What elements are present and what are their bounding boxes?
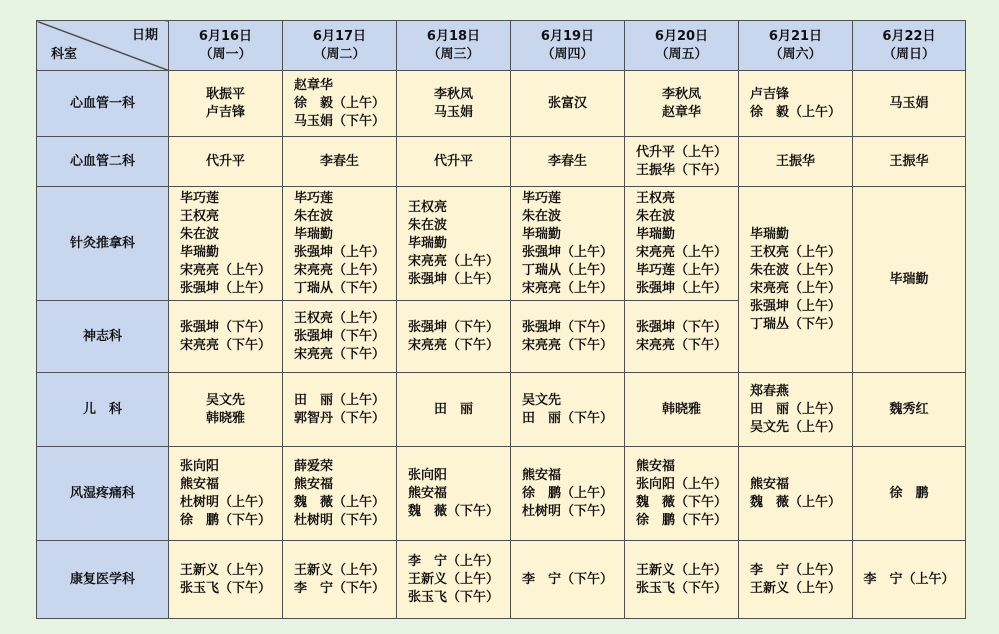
cell-content [662, 401, 701, 419]
cell-content [636, 190, 727, 298]
dept-row-cardio2 [37, 137, 966, 187]
cell-content [776, 153, 815, 171]
name-entry: 徐 鹏（下午） [179, 512, 271, 528]
date-label: 6月19日 [540, 28, 595, 44]
name-entry: 杜树明（下午） [521, 503, 613, 519]
schedule-cell [283, 301, 397, 373]
name-entry: 张强坤（下午） [521, 319, 613, 335]
date-label: 6月18日 [426, 28, 481, 44]
name-entry: 宋亮亮（下午） [635, 337, 727, 353]
schedule-cell [625, 137, 739, 187]
name-entry: 熊安福 [749, 476, 789, 492]
schedule-cell [283, 187, 397, 301]
name-entry: 李春生 [319, 153, 359, 169]
schedule-cell [739, 71, 853, 137]
cell-content [889, 153, 928, 171]
name-entry: 代升平 [433, 153, 473, 169]
department-name: 神志科 [37, 301, 169, 373]
name-entry: 马玉娟 [433, 104, 473, 120]
name-entry: 王权亮 [179, 208, 219, 224]
schedule-cell [511, 187, 625, 301]
name-entry: 郭智丹（下午） [293, 410, 385, 426]
name-entry: 朱在波 [407, 217, 447, 233]
cell-content [636, 319, 727, 355]
name-entry: 魏秀红 [889, 401, 929, 417]
cell-content [180, 319, 271, 355]
name-entry: 宋亮亮（上午） [521, 280, 613, 296]
schedule-cell [625, 541, 739, 619]
schedule-cell-merged [853, 187, 966, 373]
name-entry: 徐 鹏（下午） [635, 512, 727, 528]
weekday-label: （周一） [199, 46, 252, 62]
name-entry: 卢吉锋 [205, 104, 245, 120]
date-label: 6月17日 [312, 28, 367, 44]
name-entry: 马玉娟（下午） [293, 113, 385, 129]
name-entry: 韩晓雅 [661, 401, 701, 417]
cell-content [750, 86, 841, 122]
name-entry: 李 宁（上午） [407, 553, 499, 569]
name-entry: 王新义（上午） [635, 562, 727, 578]
name-entry: 徐 鹏 [889, 485, 929, 501]
schedule-cell [511, 301, 625, 373]
name-entry: 毕巧莲 [179, 190, 219, 206]
name-entry: 熊安福 [293, 476, 333, 492]
name-entry: 韩晓雅 [205, 410, 245, 426]
name-entry: 田 丽 [433, 401, 473, 417]
schedule-cell [511, 71, 625, 137]
department-name: 针灸推拿科 [37, 187, 169, 301]
name-entry: 宋亮亮（下午） [407, 337, 499, 353]
department-name: 风湿疼痛科 [37, 447, 169, 541]
cell-content [522, 571, 613, 589]
name-entry: 宋亮亮（上午） [635, 244, 727, 260]
cell-content [408, 467, 499, 521]
cell-content [548, 153, 587, 171]
date-header [397, 21, 511, 71]
name-entry: 代升平 [205, 153, 245, 169]
schedule-cell [625, 71, 739, 137]
name-entry: 毕瑞勤 [407, 235, 447, 251]
name-entry: 张富汉 [547, 95, 587, 111]
schedule-cell [283, 373, 397, 447]
name-entry: 魏 薇（下午） [635, 494, 727, 510]
cell-content [180, 562, 271, 598]
name-entry: 赵章华 [293, 77, 333, 93]
schedule-cell [283, 541, 397, 619]
name-entry: 吴文先 [521, 392, 561, 408]
schedule-cell [511, 373, 625, 447]
name-entry: 李秋凤 [433, 86, 473, 102]
schedule-cell [739, 373, 853, 447]
name-entry: 张强坤（上午） [635, 280, 727, 296]
schedule-cell [397, 373, 511, 447]
dept-row-rheumatology [37, 447, 966, 541]
name-entry: 丁瑞从（上午） [521, 262, 613, 278]
schedule-cell [853, 373, 966, 447]
name-entry: 毕巧莲 [293, 190, 333, 206]
schedule-cell [169, 71, 283, 137]
schedule-cell [283, 447, 397, 541]
name-entry: 熊安福 [521, 467, 561, 483]
schedule-cell [853, 447, 966, 541]
cell-content [320, 153, 359, 171]
cell-content [434, 86, 473, 122]
cell-content [522, 467, 613, 521]
cell-content [889, 95, 928, 113]
name-entry: 宋亮亮（下午） [179, 337, 271, 353]
dept-row-cardio1 [37, 71, 966, 137]
name-entry: 宋亮亮（上午） [749, 280, 841, 296]
name-entry: 李 宁（下午） [293, 580, 385, 596]
schedule-cell [853, 137, 966, 187]
name-entry: 郑春燕 [749, 383, 789, 399]
schedule-cell [283, 71, 397, 137]
cell-content [294, 77, 385, 131]
name-entry: 朱在波 [521, 208, 561, 224]
cell-content [863, 571, 954, 589]
name-entry: 丁瑞从（下午） [293, 280, 385, 296]
weekday-label: （周三） [427, 46, 480, 62]
name-entry: 张玉飞（下午） [179, 580, 271, 596]
name-entry: 李秋凤 [661, 86, 701, 102]
cell-content [408, 199, 499, 289]
schedule-cell [511, 541, 625, 619]
schedule-cell [739, 447, 853, 541]
name-entry: 朱在波（上午） [749, 262, 841, 278]
name-entry: 丁瑞丛（下午） [749, 316, 841, 332]
schedule-cell [169, 541, 283, 619]
name-entry: 薛爱荣 [293, 458, 333, 474]
name-entry: 张强坤（下午） [293, 328, 385, 344]
name-entry: 宋亮亮（上午） [293, 262, 385, 278]
date-label: 6月20日 [654, 28, 709, 44]
cell-content [548, 95, 587, 113]
cell-content [294, 190, 385, 298]
cell-content [750, 226, 841, 334]
name-entry: 毕瑞勤 [635, 226, 675, 242]
schedule-cell [853, 71, 966, 137]
name-entry: 毕瑞勤 [179, 244, 219, 260]
name-entry: 田 丽（上午） [293, 392, 385, 408]
name-entry: 王振华 [775, 153, 815, 169]
schedule-cell [625, 373, 739, 447]
name-entry: 王权亮 [635, 190, 675, 206]
schedule-cell [283, 137, 397, 187]
schedule-cell [169, 447, 283, 541]
name-entry: 李春生 [547, 153, 587, 169]
name-entry: 徐 毅（上午） [749, 104, 841, 120]
name-entry: 王权亮（上午） [749, 244, 841, 260]
date-label: 6月22日 [882, 28, 936, 44]
name-entry: 熊安福 [407, 485, 447, 501]
date-header [169, 21, 283, 71]
name-entry: 朱在波 [293, 208, 333, 224]
cell-content [522, 392, 613, 428]
cell-content [434, 153, 473, 171]
name-entry: 张强坤（上午） [521, 244, 613, 260]
cell-content [294, 392, 385, 428]
name-entry: 张强坤（上午） [293, 244, 385, 260]
name-entry: 卢吉锋 [749, 86, 789, 102]
name-entry: 张强坤（上午） [407, 271, 499, 287]
name-entry: 王振华 [889, 153, 929, 169]
weekday-label: （周日） [882, 46, 935, 62]
cell-content [889, 401, 928, 419]
dept-row-acupuncture [37, 187, 966, 301]
name-entry: 杜树明（上午） [179, 494, 271, 510]
name-entry: 宋亮亮（上午） [407, 253, 499, 269]
name-entry: 熊安福 [179, 476, 219, 492]
cell-content [408, 553, 499, 607]
cell-content [434, 401, 473, 419]
name-entry: 徐 鹏（上午） [521, 485, 613, 501]
name-entry: 张向阳（上午） [635, 476, 727, 492]
name-entry: 王新义（上午） [179, 562, 271, 578]
cell-content [889, 485, 928, 503]
name-entry: 宋亮亮（上午） [179, 262, 271, 278]
date-label: 6月21日 [768, 28, 823, 44]
weekday-label: （周六） [769, 46, 822, 62]
schedule-cell [169, 373, 283, 447]
name-entry: 张强坤（上午） [749, 298, 841, 314]
name-entry: 宋亮亮（下午） [293, 346, 385, 362]
department-name: 心血管一科 [37, 71, 169, 137]
schedule-cell [739, 541, 853, 619]
name-entry: 张玉飞（下午） [635, 580, 727, 596]
schedule-cell [169, 301, 283, 373]
cell-content [750, 383, 841, 437]
cell-content [636, 458, 727, 530]
name-entry: 毕瑞勤 [521, 226, 561, 242]
dept-row-pediatrics [37, 373, 966, 447]
name-entry: 代升平（上午） [635, 144, 727, 160]
name-entry: 王振华（下午） [635, 162, 727, 178]
name-entry: 马玉娟 [889, 95, 929, 111]
cell-content [180, 458, 271, 530]
header-row [37, 21, 966, 71]
name-entry: 王权亮 [407, 199, 447, 215]
name-entry: 王新义（上午） [293, 562, 385, 578]
schedule-cell [397, 71, 511, 137]
duty-schedule-table [36, 20, 966, 619]
name-entry: 魏 薇（上午） [293, 494, 385, 510]
schedule-cell [511, 447, 625, 541]
corner-cell [37, 21, 169, 71]
name-entry: 赵章华 [661, 104, 701, 120]
weekday-label: （周二） [313, 46, 366, 62]
name-entry: 毕瑞勤 [889, 271, 929, 287]
schedule-cell [169, 137, 283, 187]
name-entry: 张玉飞（下午） [407, 589, 499, 605]
name-entry: 耿振平 [205, 86, 245, 102]
cell-content [750, 476, 841, 512]
schedule-cell [511, 137, 625, 187]
schedule-cell [397, 301, 511, 373]
date-axis-label: 日期 [131, 28, 158, 43]
cell-content [294, 310, 385, 364]
date-header [625, 21, 739, 71]
name-entry: 熊安福 [635, 458, 675, 474]
name-entry: 张强坤（上午） [179, 280, 271, 296]
cell-content [522, 319, 613, 355]
schedule-cell [739, 137, 853, 187]
name-entry: 李 宁（上午） [863, 571, 955, 587]
cell-content [889, 271, 928, 289]
date-label: 6月16日 [198, 28, 253, 44]
name-entry: 李 宁（上午） [749, 562, 841, 578]
name-entry: 吴文先（上午） [749, 419, 841, 435]
name-entry: 张强坤（下午） [179, 319, 271, 335]
cell-content [206, 392, 245, 428]
name-entry: 吴文先 [205, 392, 245, 408]
name-entry: 朱在波 [179, 226, 219, 242]
cell-content [294, 458, 385, 530]
date-header [739, 21, 853, 71]
department-name: 康复医学科 [37, 541, 169, 619]
schedule-cell [625, 187, 739, 301]
schedule-cell [397, 187, 511, 301]
cell-content [522, 190, 613, 298]
cell-content [662, 86, 701, 122]
cell-content [750, 562, 841, 598]
date-header [853, 21, 966, 71]
schedule-cell [853, 541, 966, 619]
name-entry: 毕瑞勤 [293, 226, 333, 242]
cell-content [294, 562, 385, 598]
dept-row-rehab [37, 541, 966, 619]
name-entry: 杜树明（下午） [293, 512, 385, 528]
name-entry: 朱在波 [635, 208, 675, 224]
name-entry: 毕瑞勤 [749, 226, 789, 242]
name-entry: 李 宁（下午） [521, 571, 613, 587]
name-entry: 宋亮亮（下午） [521, 337, 613, 353]
cell-content [636, 562, 727, 598]
name-entry: 魏 薇（上午） [749, 494, 841, 510]
name-entry: 田 丽（上午） [749, 401, 841, 417]
weekday-label: （周四） [541, 46, 594, 62]
schedule-cell [625, 301, 739, 373]
name-entry: 张向阳 [407, 467, 447, 483]
cell-content [636, 144, 727, 180]
date-header [283, 21, 397, 71]
schedule-cell [397, 541, 511, 619]
name-entry: 毕巧莲（上午） [635, 262, 727, 278]
weekday-label: （周五） [655, 46, 708, 62]
schedule-cell-merged [739, 187, 853, 373]
department-name: 儿 科 [37, 373, 169, 447]
name-entry: 张向阳 [179, 458, 219, 474]
schedule-container [36, 20, 966, 619]
schedule-cell [169, 187, 283, 301]
name-entry: 王权亮（上午） [293, 310, 385, 326]
name-entry: 张强坤（下午） [407, 319, 499, 335]
cell-content [408, 319, 499, 355]
name-entry: 毕巧莲 [521, 190, 561, 206]
cell-content [180, 190, 271, 298]
name-entry: 田 丽（下午） [521, 410, 613, 426]
dept-axis-label: 科室 [51, 47, 78, 62]
name-entry: 徐 毅（上午） [293, 95, 385, 111]
cell-content [206, 153, 245, 171]
cell-content [206, 86, 245, 122]
department-name: 心血管二科 [37, 137, 169, 187]
name-entry: 王新义（上午） [407, 571, 499, 587]
schedule-cell [397, 447, 511, 541]
schedule-cell [397, 137, 511, 187]
date-header [511, 21, 625, 71]
name-entry: 王新义（上午） [749, 580, 841, 596]
name-entry: 张强坤（下午） [635, 319, 727, 335]
name-entry: 魏 薇（下午） [407, 503, 499, 519]
schedule-cell [625, 447, 739, 541]
